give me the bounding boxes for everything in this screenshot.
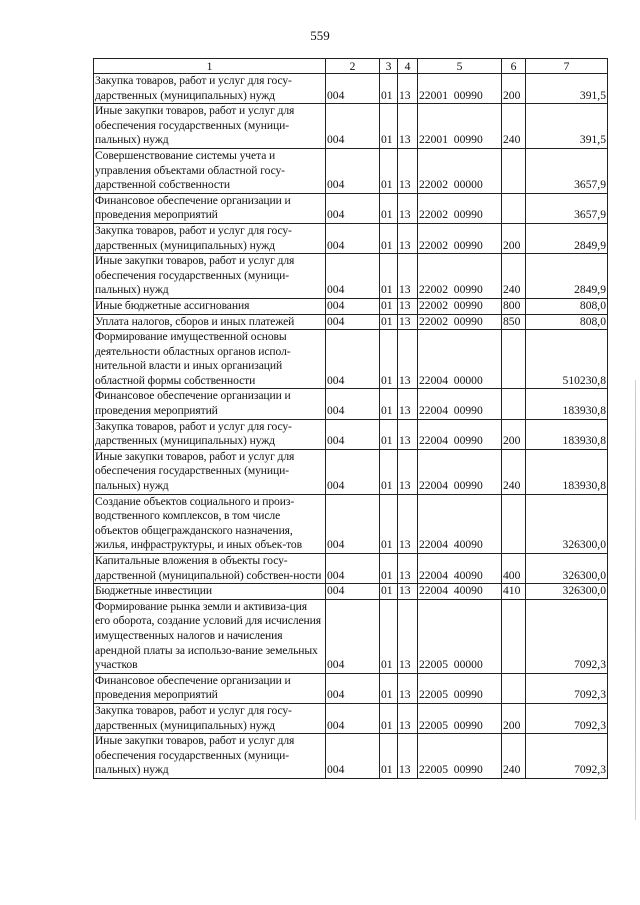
expense-type-code: 240 (502, 734, 526, 779)
amount: 7092,3 (526, 703, 608, 733)
ministry-code: 004 (326, 314, 380, 330)
ministry-code: 004 (326, 584, 380, 600)
amount: 326300,0 (526, 494, 608, 553)
section-code: 01 (380, 584, 398, 600)
expense-type-code (502, 673, 526, 703)
table-row (94, 449, 608, 494)
item-name: Формирование имущественной основы деятельности областных органов испол-нительной власти и иных организаций областной формы собственности (94, 330, 326, 389)
column-header: 5 (418, 59, 502, 74)
target-article-code: 22004 40090 (418, 584, 502, 600)
section-code: 01 (380, 703, 398, 733)
section-code: 01 (380, 554, 398, 584)
item-name: Бюджетные инвестиции (94, 584, 326, 600)
ministry-code: 004 (326, 494, 380, 553)
target-article-code: 22005 00000 (418, 599, 502, 673)
expense-type-code: 240 (502, 104, 526, 149)
section-code: 01 (380, 104, 398, 149)
column-header: 4 (398, 59, 418, 74)
expense-type-code: 200 (502, 703, 526, 733)
item-name: Иные закупки товаров, работ и услуг для обеспечения государственных (муници-пальных) нужд (94, 254, 326, 299)
target-article-code: 22002 00990 (418, 298, 502, 314)
section-code: 01 (380, 419, 398, 449)
item-name: Закупка товаров, работ и услуг для госу-дарственных (муниципальных) нужд (94, 74, 326, 104)
section-code: 01 (380, 314, 398, 330)
ministry-code: 004 (326, 193, 380, 223)
table-row (94, 74, 608, 104)
expense-type-code: 400 (502, 554, 526, 584)
amount: 391,5 (526, 104, 608, 149)
table-row (94, 148, 608, 193)
item-name: Создание объектов социального и произ-водственного комплексов, в том числе объектов общегражданского назначения, жилья, инфраструктуры, и иных объек-тов (94, 494, 326, 553)
item-name: Финансовое обеспечение организации и проведения мероприятий (94, 389, 326, 419)
section-code: 01 (380, 74, 398, 104)
amount: 183930,8 (526, 449, 608, 494)
column-header: 2 (326, 59, 380, 74)
amount: 7092,3 (526, 673, 608, 703)
expense-type-code: 800 (502, 298, 526, 314)
amount: 391,5 (526, 74, 608, 104)
table-row (94, 703, 608, 733)
table-row (94, 223, 608, 253)
target-article-code: 22002 00000 (418, 148, 502, 193)
target-article-code: 22002 00990 (418, 314, 502, 330)
table-row (94, 104, 608, 149)
expense-type-code: 410 (502, 584, 526, 600)
expense-type-code (502, 148, 526, 193)
expense-type-code (502, 330, 526, 389)
target-article-code: 22004 40090 (418, 494, 502, 553)
section-code: 01 (380, 449, 398, 494)
target-article-code: 22004 00990 (418, 389, 502, 419)
item-name: Иные закупки товаров, работ и услуг для обеспечения государственных (муници-пальных) нужд (94, 104, 326, 149)
table-row (94, 314, 608, 330)
amount: 183930,8 (526, 389, 608, 419)
ministry-code: 004 (326, 223, 380, 253)
amount: 3657,9 (526, 193, 608, 223)
ministry-code: 004 (326, 389, 380, 419)
amount: 7092,3 (526, 734, 608, 779)
table-row (94, 554, 608, 584)
subsection-code: 13 (398, 419, 418, 449)
subsection-code: 13 (398, 584, 418, 600)
subsection-code: 13 (398, 104, 418, 149)
item-name: Финансовое обеспечение организации и проведения мероприятий (94, 673, 326, 703)
scan-edge-line (635, 380, 636, 820)
subsection-code: 13 (398, 554, 418, 584)
amount: 510230,8 (526, 330, 608, 389)
section-code: 01 (380, 389, 398, 419)
subsection-code: 13 (398, 148, 418, 193)
expense-type-code (502, 389, 526, 419)
table-row (94, 389, 608, 419)
ministry-code: 004 (326, 673, 380, 703)
item-name: Закупка товаров, работ и услуг для госу-дарственных (муниципальных) нужд (94, 419, 326, 449)
expense-type-code (502, 599, 526, 673)
subsection-code: 13 (398, 74, 418, 104)
amount: 2849,9 (526, 223, 608, 253)
amount: 326300,0 (526, 554, 608, 584)
section-code: 01 (380, 599, 398, 673)
target-article-code: 22001 00990 (418, 74, 502, 104)
subsection-code: 13 (398, 314, 418, 330)
item-name: Закупка товаров, работ и услуг для госу-дарственных (муниципальных) нужд (94, 223, 326, 253)
subsection-code: 13 (398, 389, 418, 419)
ministry-code: 004 (326, 148, 380, 193)
table-row (94, 673, 608, 703)
section-code: 01 (380, 193, 398, 223)
ministry-code: 004 (326, 703, 380, 733)
column-header: 1 (94, 59, 326, 74)
subsection-code: 13 (398, 223, 418, 253)
item-name: Финансовое обеспечение организации и проведения мероприятий (94, 193, 326, 223)
table-row (94, 330, 608, 389)
table-row (94, 298, 608, 314)
budget-table (93, 58, 608, 779)
expense-type-code (502, 193, 526, 223)
expense-type-code: 200 (502, 223, 526, 253)
subsection-code: 13 (398, 254, 418, 299)
target-article-code: 22005 00990 (418, 734, 502, 779)
amount: 3657,9 (526, 148, 608, 193)
item-name: Иные закупки товаров, работ и услуг для обеспечения государственных (муници-пальных) нужд (94, 449, 326, 494)
subsection-code: 13 (398, 330, 418, 389)
subsection-code: 13 (398, 298, 418, 314)
expense-type-code: 240 (502, 449, 526, 494)
column-header: 3 (380, 59, 398, 74)
item-name: Формирование рынка земли и активиза-ция его оборота, создание условий для исчисления имущественных налогов и начисления арендной платы за использо-вание земельных участков (94, 599, 326, 673)
ministry-code: 004 (326, 734, 380, 779)
table-row (94, 254, 608, 299)
ministry-code: 004 (326, 330, 380, 389)
amount: 183930,8 (526, 419, 608, 449)
ministry-code: 004 (326, 419, 380, 449)
amount: 326300,0 (526, 584, 608, 600)
ministry-code: 004 (326, 449, 380, 494)
amount: 808,0 (526, 298, 608, 314)
subsection-code: 13 (398, 494, 418, 553)
ministry-code: 004 (326, 254, 380, 299)
table-row (94, 494, 608, 553)
table-row (94, 584, 608, 600)
table-row (94, 599, 608, 673)
ministry-code: 004 (326, 599, 380, 673)
section-code: 01 (380, 148, 398, 193)
expense-type-code (502, 494, 526, 553)
ministry-code: 004 (326, 104, 380, 149)
table-row (94, 419, 608, 449)
target-article-code: 22002 00990 (418, 254, 502, 299)
target-article-code: 22004 40090 (418, 554, 502, 584)
amount: 7092,3 (526, 599, 608, 673)
target-article-code: 22005 00990 (418, 673, 502, 703)
subsection-code: 13 (398, 599, 418, 673)
expense-type-code: 200 (502, 74, 526, 104)
target-article-code: 22005 00990 (418, 703, 502, 733)
target-article-code: 22001 00990 (418, 104, 502, 149)
ministry-code: 004 (326, 554, 380, 584)
item-name: Закупка товаров, работ и услуг для госу-дарственных (муниципальных) нужд (94, 703, 326, 733)
target-article-code: 22004 00990 (418, 419, 502, 449)
section-code: 01 (380, 254, 398, 299)
section-code: 01 (380, 223, 398, 253)
ministry-code: 004 (326, 74, 380, 104)
item-name: Капитальные вложения в объекты госу-дарственной (муниципальной) собствен-ности (94, 554, 326, 584)
subsection-code: 13 (398, 673, 418, 703)
expense-type-code: 240 (502, 254, 526, 299)
amount: 808,0 (526, 314, 608, 330)
table-body (94, 74, 608, 779)
expense-type-code: 850 (502, 314, 526, 330)
subsection-code: 13 (398, 734, 418, 779)
subsection-code: 13 (398, 193, 418, 223)
page-number: 559 (310, 28, 330, 43)
target-article-code: 22004 00990 (418, 449, 502, 494)
table-row (94, 193, 608, 223)
item-name: Иные бюджетные ассигнования (94, 298, 326, 314)
target-article-code: 22002 00990 (418, 223, 502, 253)
expense-type-code: 200 (502, 419, 526, 449)
item-name: Иные закупки товаров, работ и услуг для обеспечения государственных (муници-пальных) нужд (94, 734, 326, 779)
item-name: Уплата налогов, сборов и иных платежей (94, 314, 326, 330)
section-code: 01 (380, 673, 398, 703)
header-row (94, 59, 608, 74)
target-article-code: 22004 00000 (418, 330, 502, 389)
target-article-code: 22002 00990 (418, 193, 502, 223)
column-header: 7 (526, 59, 608, 74)
section-code: 01 (380, 298, 398, 314)
ministry-code: 004 (326, 298, 380, 314)
section-code: 01 (380, 330, 398, 389)
item-name: Совершенствование системы учета и управления объектами областной госу-дарственной собственности (94, 148, 326, 193)
subsection-code: 13 (398, 449, 418, 494)
section-code: 01 (380, 734, 398, 779)
column-header: 6 (502, 59, 526, 74)
section-code: 01 (380, 494, 398, 553)
amount: 2849,9 (526, 254, 608, 299)
subsection-code: 13 (398, 703, 418, 733)
table-row (94, 734, 608, 779)
